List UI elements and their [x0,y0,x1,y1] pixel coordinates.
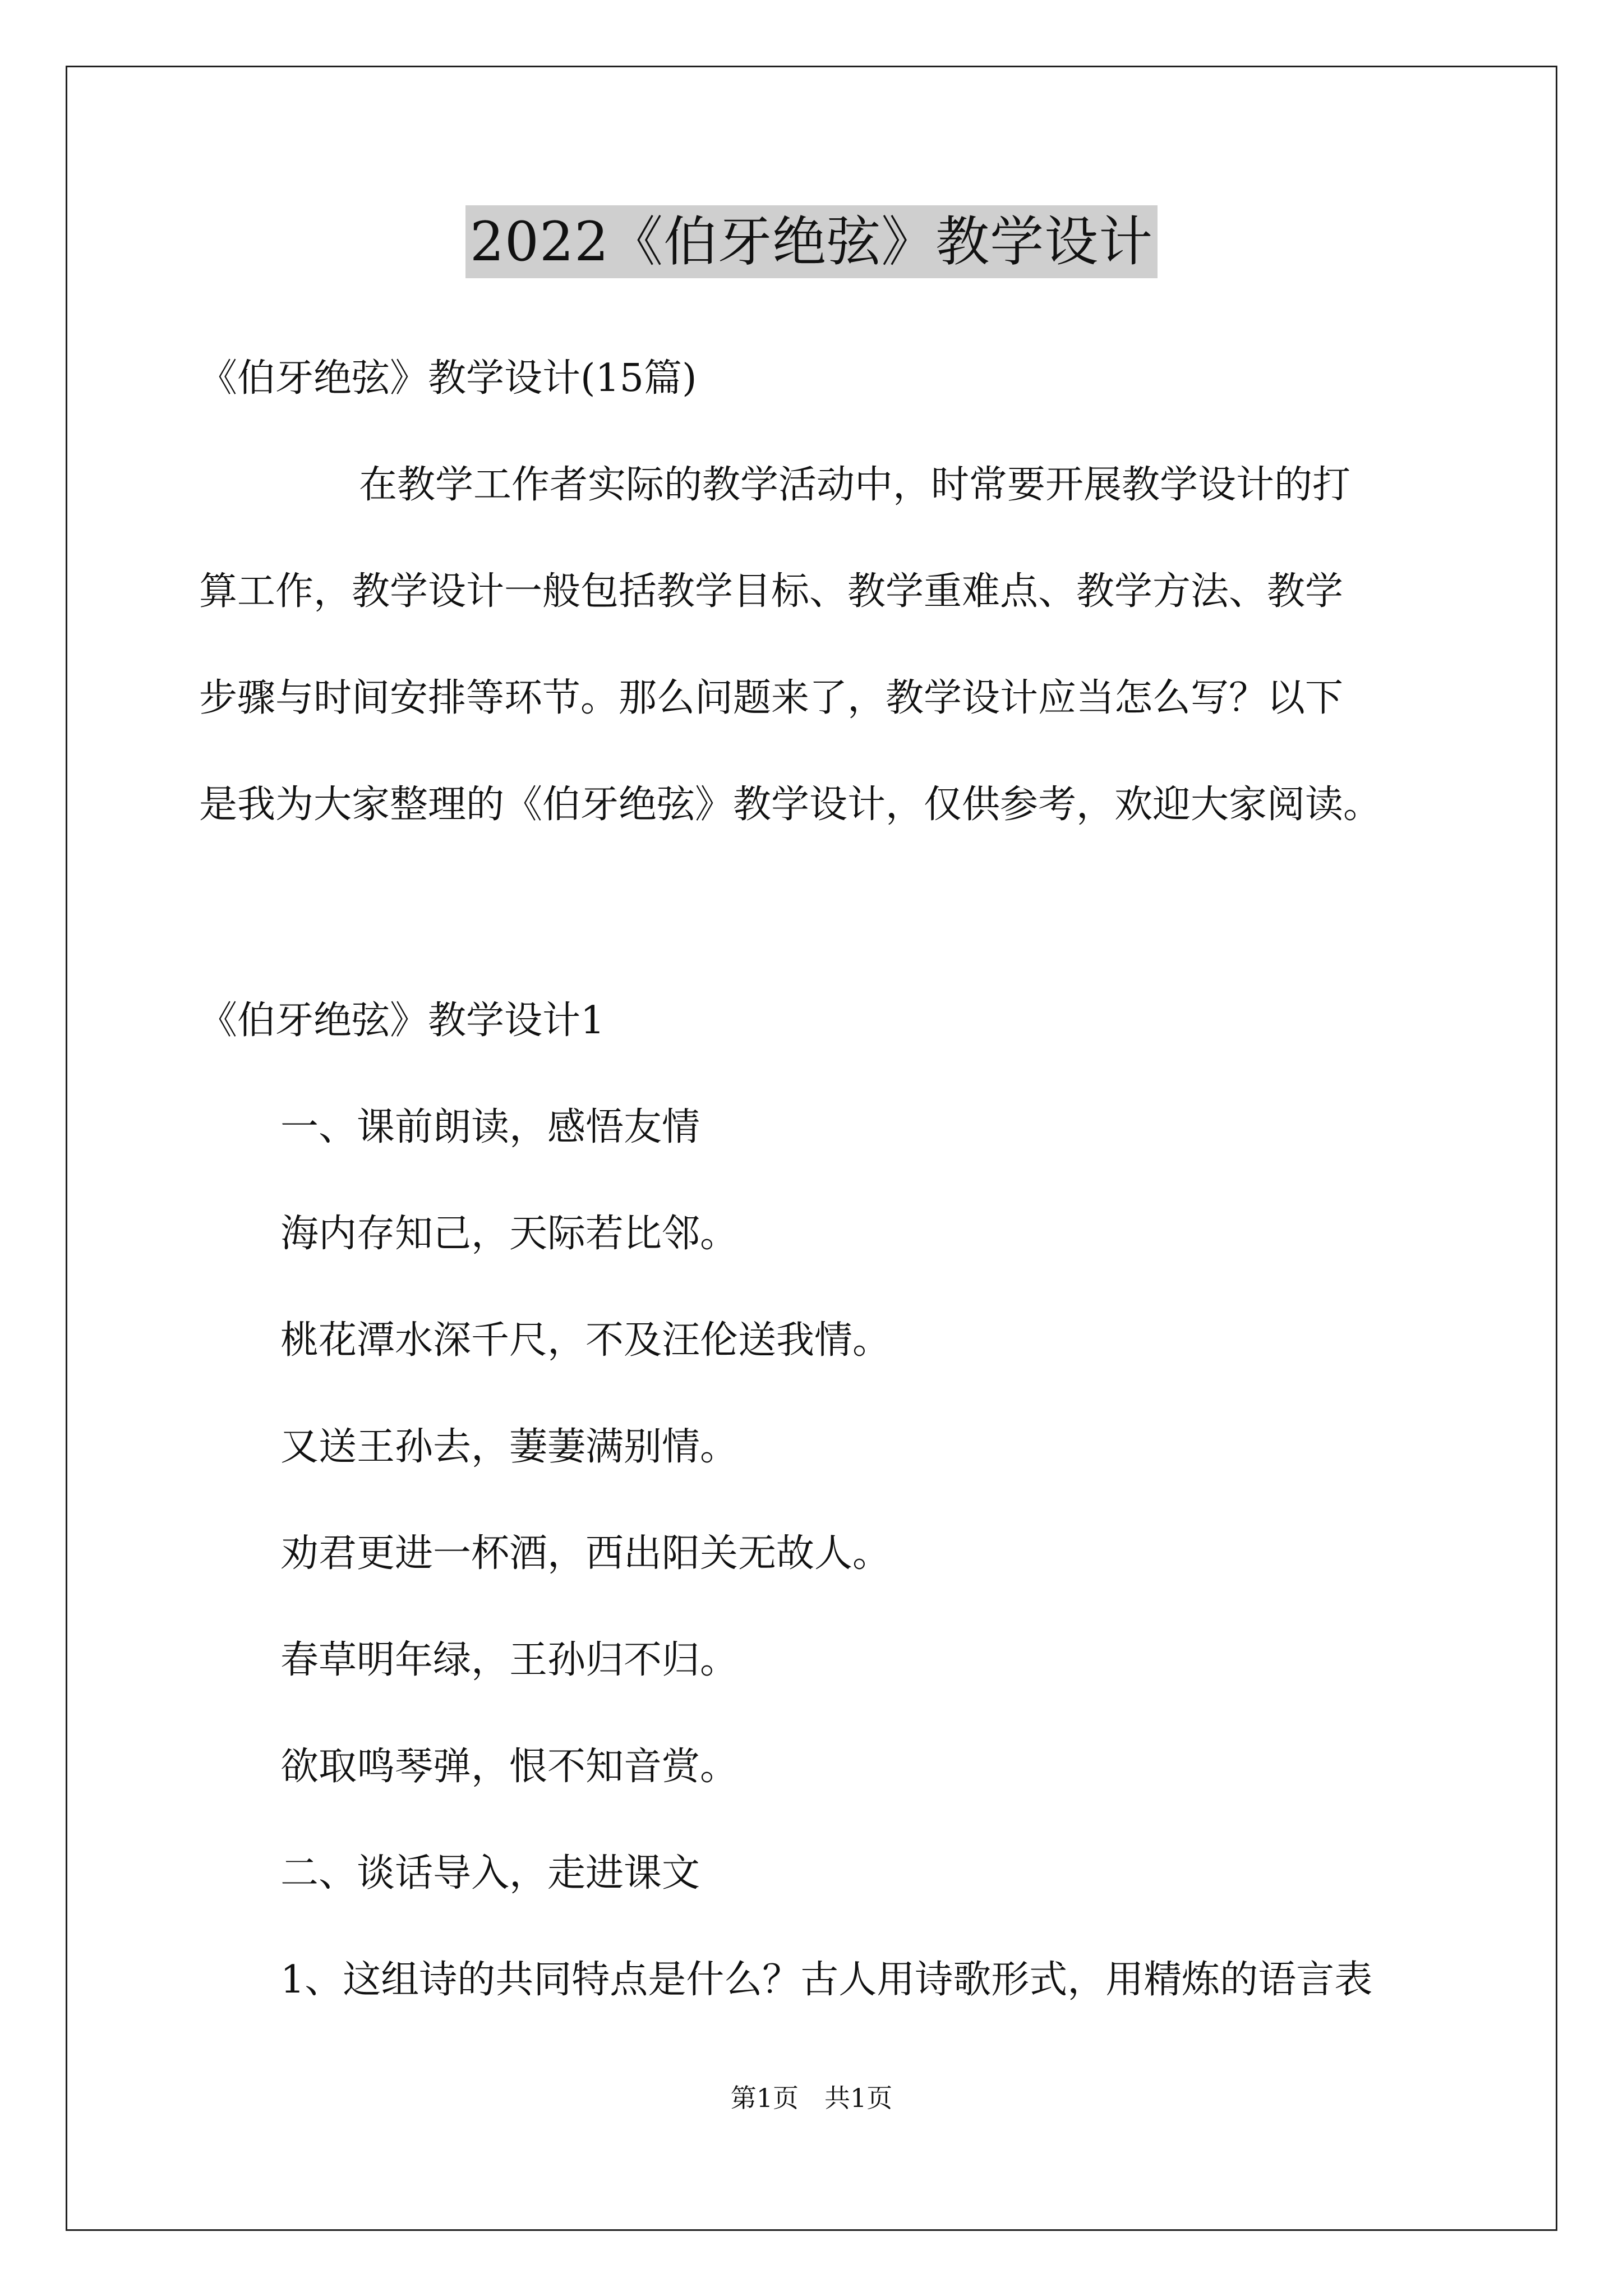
poem-line: 劝君更进一杯酒，西出阳关无故人。 [280,1531,891,1576]
intro-line-3: 步骤与时间安排等环节。那么问题来了，教学设计应当怎么写？以下 [199,676,1344,720]
intro-line-4: 是我为大家整理的《伯牙绝弦》教学设计，仅供参考，欢迎大家阅读。 [199,783,1382,827]
list-item-1: 1、这组诗的共同特点是什么？古人用诗歌形式，用精炼的语言表 [280,1958,1373,2002]
section-heading: 《伯牙绝弦》教学设计1 [199,999,605,1043]
poem-line: 海内存知己，天际若比邻。 [280,1212,739,1256]
intro-line-2: 算工作，教学设计一般包括教学目标、教学重难点、教学方法、教学 [199,569,1344,614]
page-footer: 第1页 共1页 [730,2083,893,2113]
title-container [0,205,1623,278]
poem-line: 桃花潭水深千尺，不及汪伦送我情。 [280,1318,891,1363]
step-heading-2: 二、谈话导入，走进课文 [280,1851,700,1895]
poem-line: 又送王孙去，萋萋满别情。 [280,1425,739,1469]
intro-line-1: 在教学工作者实际的教学活动中，时常要开展教学设计的打 [359,463,1351,507]
document-title: 2022《伯牙绝弦》教学设计 [465,205,1158,278]
step-heading-1: 一、课前朗读，感悟友情 [280,1105,700,1149]
poem-line: 欲取鸣琴弹，恨不知音赏。 [280,1745,739,1789]
poem-line: 春草明年绿，王孙归不归。 [280,1638,739,1682]
document-subtitle: 《伯牙绝弦》教学设计(15篇) [199,356,697,401]
